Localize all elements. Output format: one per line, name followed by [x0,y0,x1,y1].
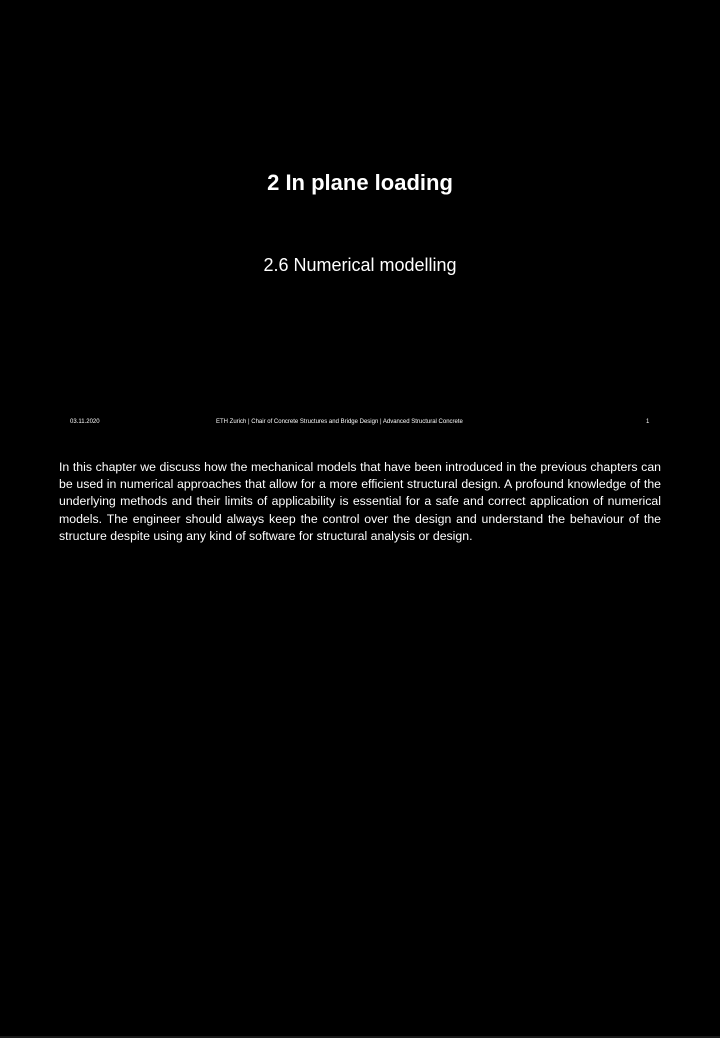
slide-footer [0,416,720,428]
footer-institution: ETH Zurich | Chair of Concrete Structures and Bridge Design | Advanced Structural Concrete [216,419,463,425]
footer-page-number: 1 [646,419,650,425]
notes-paragraph: In this chapter we discuss how the mechanical models that have been introduced in the previous chapters can be used in numerical approaches that allow for a more efficient structural design. A profound knowledge of the underlying methods and their limits of applicability is essential for a safe and correct application of numerical models. The engineer should always keep the control over the design and understand the behaviour of the structure despite using any kind of software for structural analysis or design. [59,460,661,543]
slide [0,0,720,440]
slide-title: 2 In plane loading [267,170,453,195]
slide-subtitle: 2.6 Numerical modelling [263,255,457,275]
footer-date: 03.11.2020 [70,419,100,425]
